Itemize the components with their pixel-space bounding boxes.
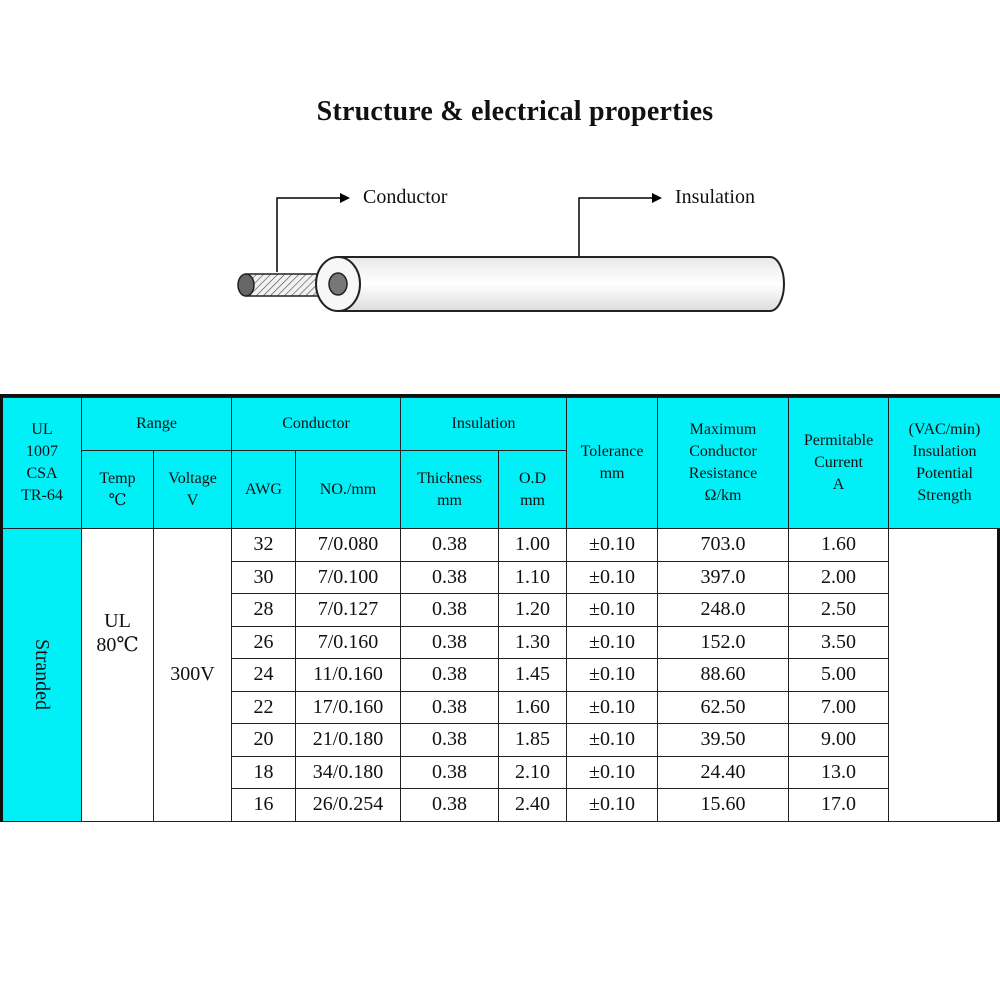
cell-thickness: 0.38: [401, 659, 499, 692]
cell-no-mm: 11/0.160: [296, 659, 401, 692]
cell-thickness: 0.38: [401, 561, 499, 594]
voltage-header: Voltage V: [154, 451, 232, 529]
cell-no-mm: 7/0.080: [296, 529, 401, 562]
cell-tolerance: ±0.10: [567, 789, 658, 822]
cell-thickness: 0.38: [401, 724, 499, 757]
strength-header: (VAC/min) Insulation Potential Strength: [889, 398, 1000, 529]
cell-awg: 28: [232, 594, 296, 627]
cell-od: 2.10: [499, 756, 567, 789]
cell-no-mm: 21/0.180: [296, 724, 401, 757]
cell-resistance: 62.50: [658, 691, 789, 724]
cell-thickness: 0.38: [401, 529, 499, 562]
no-mm-header: NO./mm: [296, 451, 401, 529]
cell-tolerance: ±0.10: [567, 529, 658, 562]
cell-awg: 22: [232, 691, 296, 724]
awg-header: AWG: [232, 451, 296, 529]
od-header: O.D mm: [499, 451, 567, 529]
cell-current: 5.00: [789, 659, 889, 692]
insulation-jacket-icon: [316, 257, 784, 311]
cell-thickness: 0.38: [401, 626, 499, 659]
type-cell: [2, 529, 82, 822]
strength-value: [889, 529, 1000, 822]
current-header: Permitable Current A: [789, 398, 889, 529]
cell-current: 1.60: [789, 529, 889, 562]
cell-awg: 26: [232, 626, 296, 659]
cell-tolerance: ±0.10: [567, 756, 658, 789]
cell-tolerance: ±0.10: [567, 691, 658, 724]
resistance-header: Maximum Conductor Resistance Ω/km: [658, 398, 789, 529]
temp-value-line: 80℃: [96, 634, 139, 656]
cell-resistance: 152.0: [658, 626, 789, 659]
range-header: Range: [82, 398, 232, 451]
insulation-label: Insulation: [675, 186, 755, 208]
cell-resistance: 397.0: [658, 561, 789, 594]
cell-awg: 18: [232, 756, 296, 789]
type-label: Stranded: [31, 639, 54, 711]
insulation-arrow: [579, 193, 662, 258]
cell-resistance: 15.60: [658, 789, 789, 822]
cell-current: 17.0: [789, 789, 889, 822]
cell-awg: 24: [232, 659, 296, 692]
cell-resistance: 248.0: [658, 594, 789, 627]
cell-resistance: 39.50: [658, 724, 789, 757]
cell-current: 2.00: [789, 561, 889, 594]
cell-od: 1.85: [499, 724, 567, 757]
cell-current: 2.50: [789, 594, 889, 627]
voltage-value: 300V: [154, 529, 232, 822]
cell-no-mm: 26/0.254: [296, 789, 401, 822]
cell-awg: 16: [232, 789, 296, 822]
cell-awg: 30: [232, 561, 296, 594]
conductor-header: Conductor: [232, 398, 401, 451]
cell-resistance: 24.40: [658, 756, 789, 789]
cell-resistance: 88.60: [658, 659, 789, 692]
temp-value: [82, 529, 154, 822]
temp-header: Temp ℃: [82, 451, 154, 529]
cell-no-mm: 17/0.160: [296, 691, 401, 724]
cell-current: 3.50: [789, 626, 889, 659]
cell-no-mm: 7/0.160: [296, 626, 401, 659]
cell-od: 1.10: [499, 561, 567, 594]
cell-thickness: 0.38: [401, 594, 499, 627]
cell-no-mm: 7/0.100: [296, 561, 401, 594]
cell-tolerance: ±0.10: [567, 724, 658, 757]
cell-tolerance: ±0.10: [567, 659, 658, 692]
cell-od: 1.00: [499, 529, 567, 562]
cell-thickness: 0.38: [401, 756, 499, 789]
cell-thickness: 0.38: [401, 789, 499, 822]
cell-od: 1.20: [499, 594, 567, 627]
cell-awg: 20: [232, 724, 296, 757]
insulation-header: Insulation: [401, 398, 567, 451]
conductor-label: Conductor: [363, 186, 448, 208]
cell-current: 7.00: [789, 691, 889, 724]
page-title: Structure & electrical properties: [316, 96, 714, 127]
standard-header: UL 1007 CSA TR-64: [2, 398, 82, 529]
table-row: [2, 529, 1000, 562]
cell-thickness: 0.38: [401, 691, 499, 724]
cell-tolerance: ±0.10: [567, 594, 658, 627]
cell-od: 1.30: [499, 626, 567, 659]
cell-awg: 32: [232, 529, 296, 562]
tolerance-header: Tolerance mm: [567, 398, 658, 529]
cell-tolerance: ±0.10: [567, 561, 658, 594]
temp-value-line: UL: [104, 610, 131, 632]
cell-current: 9.00: [789, 724, 889, 757]
cell-no-mm: 34/0.180: [296, 756, 401, 789]
wire-structure-diagram: [0, 170, 1000, 330]
cell-no-mm: 7/0.127: [296, 594, 401, 627]
cell-tolerance: ±0.10: [567, 626, 658, 659]
cell-current: 13.0: [789, 756, 889, 789]
cell-od: 1.45: [499, 659, 567, 692]
spec-table: [0, 397, 1000, 822]
thickness-header: Thickness mm: [401, 451, 499, 529]
cell-od: 1.60: [499, 691, 567, 724]
cell-resistance: 703.0: [658, 529, 789, 562]
cell-od: 2.40: [499, 789, 567, 822]
